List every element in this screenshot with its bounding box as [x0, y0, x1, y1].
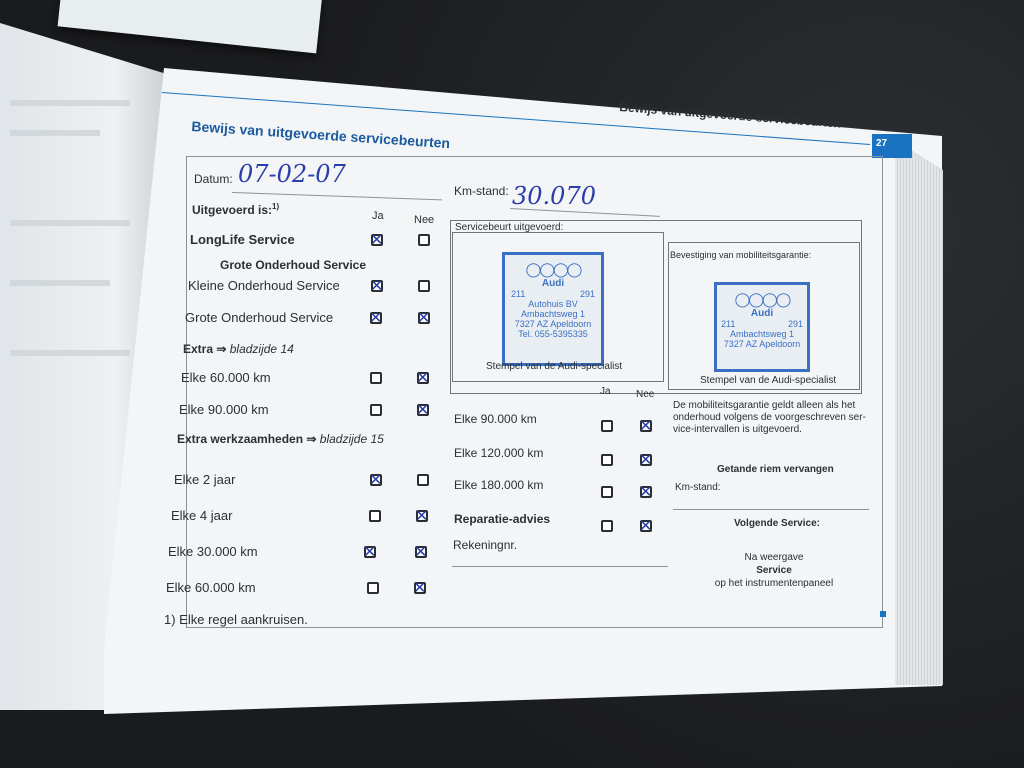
uitgevoerd-note: 1): [272, 202, 280, 211]
getande-km-label: Km-stand:: [675, 482, 721, 493]
audi-rings-icon: ◯◯◯◯: [734, 291, 790, 307]
service-item-label: Kleine Onderhoud Service: [188, 278, 340, 293]
checkbox-nee[interactable]: [640, 486, 652, 498]
mobiliteit-stamp-caption: Stempel van de Audi-specialist: [700, 375, 837, 386]
volgende-label: Volgende Service:: [734, 518, 820, 529]
service-item-label: Elke 60.000 km: [166, 580, 256, 595]
service-box-title: Servicebeurt uitgevoerd:: [455, 222, 564, 233]
datum-value: 07-02-07: [238, 160, 346, 188]
stamp-line: Ambachtsweg 1: [729, 329, 795, 339]
volgende-line: op het instrumentenpaneel: [714, 578, 834, 589]
service-item-label: Elke 120.000 km: [454, 446, 544, 460]
checkbox-nee[interactable]: [416, 510, 428, 522]
checkbox-ja[interactable]: [370, 404, 382, 416]
service-item-label: Elke 90.000 km: [179, 402, 269, 417]
checkbox-nee[interactable]: [640, 454, 652, 466]
page-number: 27: [872, 134, 912, 158]
rekeningnr-label: Rekeningnr.: [453, 538, 518, 552]
service-item-label: Elke 2 jaar: [174, 472, 236, 487]
stamp-codes: [505, 289, 601, 299]
stamp-code-left: 211: [721, 319, 736, 329]
checkbox-nee[interactable]: [418, 280, 430, 292]
service-item-label: Extra werkzaamheden ⇒ bladzijde 15: [177, 432, 384, 446]
mobiliteit-title: Bevestiging van mobiliteitsgarantie:: [670, 250, 812, 260]
stamp-line: 7327 AZ Apeldoorn: [514, 319, 592, 329]
service-item-label: Elke 180.000 km: [454, 478, 544, 492]
km-value: 30.070: [512, 182, 596, 210]
volgende-text: [714, 551, 834, 590]
checkbox-nee[interactable]: [417, 404, 429, 416]
stamp-line: 7327 AZ Apeldoorn: [723, 339, 801, 349]
mobiliteit-text: [673, 400, 866, 436]
uitgevoerd-label: [192, 202, 279, 217]
stamp-line: Tel. 055-5395335: [518, 329, 588, 339]
end-marker: [880, 611, 886, 617]
service-item-label: Grote Onderhoud Service: [185, 310, 334, 325]
volgende-line: Na weergave: [744, 552, 804, 563]
checkbox-nee[interactable]: [640, 520, 652, 532]
col-nee: Nee: [414, 214, 435, 226]
stamp-line: Ambachtsweg 1: [520, 309, 586, 319]
checkbox-ja[interactable]: [370, 474, 382, 486]
mobiliteit-stamp: [714, 282, 810, 372]
stamp-code-left: 211: [511, 289, 526, 299]
km-label: Km-stand:: [454, 184, 509, 198]
mid-col-nee: Nee: [636, 389, 655, 400]
mid-col-ja: Ja: [600, 386, 611, 397]
section-title: Bewijs van uitgevoerde servicebeurten: [190, 118, 451, 152]
stamp-line: Autohuis BV: [528, 299, 578, 309]
mobiliteit-text-line: De mobiliteitsgarantie geldt alleen als het: [673, 400, 856, 411]
checkbox-ja[interactable]: [371, 234, 383, 246]
checkbox-ja[interactable]: [370, 372, 382, 384]
checkbox-ja[interactable]: [601, 486, 613, 498]
stamp-codes: [717, 319, 807, 329]
service-item-label: Elke 60.000 km: [181, 370, 271, 385]
checkbox-ja[interactable]: [601, 420, 613, 432]
datum-label: Datum:: [194, 172, 233, 186]
checkbox-ja[interactable]: [364, 546, 376, 558]
service-item-label: LongLife Service: [190, 232, 295, 247]
stamp-brand: Audi: [750, 308, 774, 319]
mobiliteit-text-line: onderhoud volgens de voorgeschreven ser-: [673, 412, 866, 423]
checkbox-ja[interactable]: [601, 520, 613, 532]
service-stamp-caption: Stempel van de Audi-specialist: [486, 361, 623, 372]
checkbox-nee[interactable]: [418, 234, 430, 246]
footnote: 1) Elke regel aankruisen.: [164, 612, 308, 627]
getande-label: Getande riem vervangen: [717, 464, 834, 475]
stamp-code-right: 291: [787, 319, 803, 329]
checkbox-ja[interactable]: [367, 582, 379, 594]
checkbox-nee[interactable]: [417, 372, 429, 384]
checkbox-ja[interactable]: [370, 312, 382, 324]
checkbox-ja[interactable]: [371, 280, 383, 292]
uitgevoerd-text: Uitgevoerd is:: [192, 203, 273, 217]
service-item-label: Elke 4 jaar: [171, 508, 233, 523]
volgende-line: Service: [756, 565, 792, 576]
rekeningnr-line: [452, 566, 668, 567]
mobiliteit-text-line: vice-intervallen is uitgevoerd.: [673, 424, 802, 435]
checkbox-ja[interactable]: [369, 510, 381, 522]
getande-km-line: [673, 509, 869, 510]
service-item-label: Elke 90.000 km: [454, 412, 537, 426]
col-ja: Ja: [372, 210, 384, 222]
checkbox-nee[interactable]: [417, 474, 429, 486]
dealer-stamp: [502, 252, 604, 366]
service-item-label: Extra ⇒ bladzijde 14: [183, 342, 294, 356]
stamp-code-right: 291: [579, 289, 595, 299]
checkbox-ja[interactable]: [601, 454, 613, 466]
service-item-label: Reparatie-advies: [454, 512, 551, 526]
checkbox-nee[interactable]: [415, 546, 427, 558]
service-item-label: Elke 30.000 km: [168, 544, 258, 559]
stamp-brand: Audi: [541, 278, 565, 289]
audi-rings-icon: ◯◯◯◯: [525, 261, 581, 277]
checkbox-nee[interactable]: [640, 420, 652, 432]
checkbox-nee[interactable]: [418, 312, 430, 324]
running-title: Bewijs van uitgevoerde servicebeurten: [618, 100, 842, 131]
checkbox-nee[interactable]: [414, 582, 426, 594]
service-item-label: Grote Onderhoud Service: [220, 258, 367, 272]
